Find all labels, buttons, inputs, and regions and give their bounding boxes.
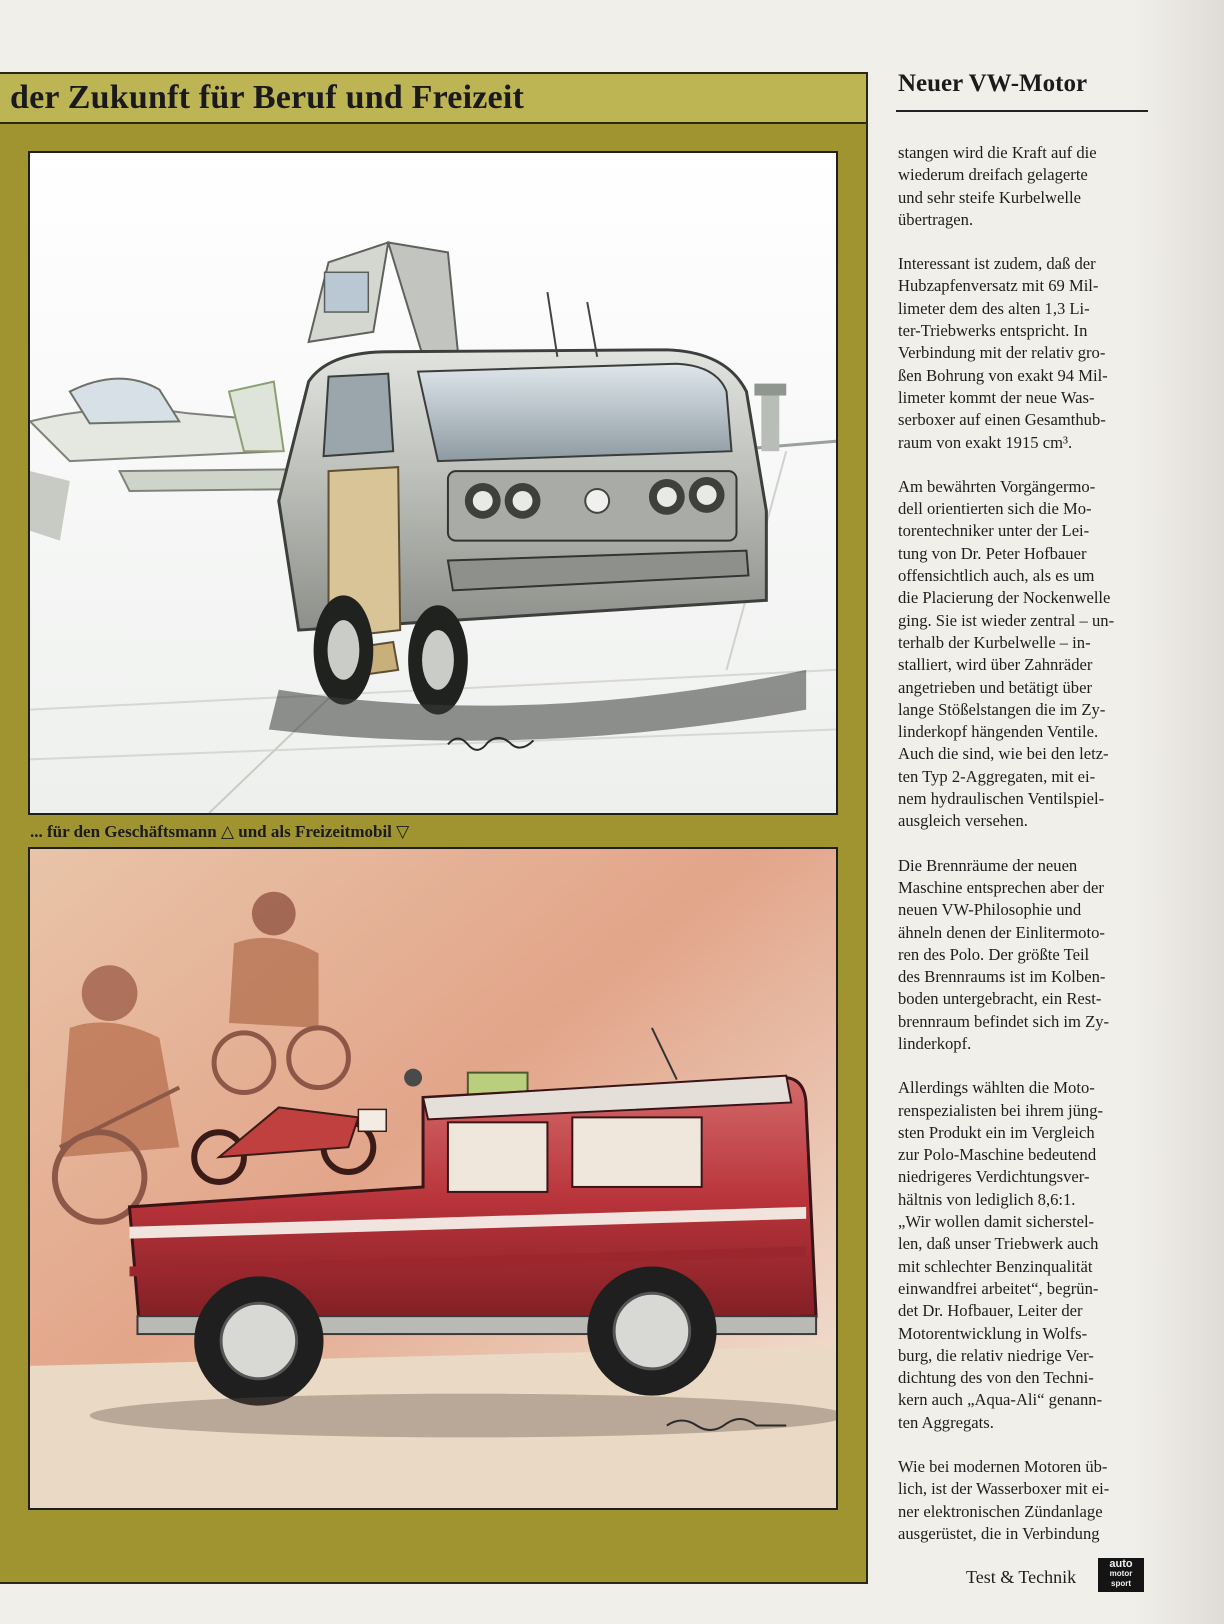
magazine-logo (1098, 1558, 1144, 1592)
paragraph-2: Interessant ist zudem, daß der Hubzapfenversatz mit 69 Mil- limeter dem des alten 1,3 Li- ter-Triebwerks entspricht. In Verbindung mit der relativ gro- ßen Bohrung von exakt 94 Mil- limeter kommt der neue Was- serboxer auf einen Gesamthub- raum von exakt 1915 cm³. (898, 254, 1108, 452)
leisure-pickup-drawing (30, 849, 836, 1508)
business-van-drawing (30, 153, 836, 813)
logo-line-1: auto (1109, 1558, 1133, 1570)
paragraph-1: stangen wird die Kraft auf die wiederum dreifach gelagerte und sehr steife Kurbelwelle übertragen. (898, 143, 1097, 229)
paragraph-3: Am bewährten Vorgängermo- dell orientierten sich die Mo- torentechniker unter der Lei- tung von Dr. Peter Hofbauer offensichtlich auch, als es um die Placierung der Nockenwelle ging. Sie ist wieder zentral – un- terhalb der Kurbelwelle – in- stalliert, wird über Zahnräder angetrieben und betätigt über lange Stößelstangen die im Zy- linderkopf hängenden Ventile. Auch die sind, wie bei den letz- ten Typ 2-Aggregaten, mit ei- nem hydraulischen Ventilspiel- ausgleich versehen. (898, 476, 1115, 831)
article-headline: der Zukunft für Beruf und Freizeit (10, 79, 524, 116)
logo-line-2: motor (1109, 1569, 1133, 1578)
column-title-rule (896, 110, 1148, 112)
section-label: Test & Technik (966, 1567, 1077, 1587)
image-caption: ... für den Geschäftsmann △ und als Freizeitmobil ▽ (30, 822, 410, 841)
paragraph-5: Allerdings wählten die Moto- renspezialisten bei ihrem jüng- sten Produkt ein im Vergleich zur Polo-Maschine bedeutend niedrigeres Verdichtungsver- hältnis von lediglich 8,6:1. „Wir wollen damit sicherstel- len, daß unser Triebwerk auch mit schlechter Benzinqualität einwandfrei arbeitet“, begrün- det Dr. Hofbauer, Leiter der Motorentwicklung in Wolfs- burg, die relativ niedrige Ver- dichtung des von den Techni- kern auch „Aqua-Ali“ genann- ten Aggregats. (898, 1078, 1104, 1432)
column-title: Neuer VW-Motor (898, 70, 1088, 97)
paragraph-6: Wie bei modernen Motoren üb- lich, ist der Wasserboxer mit ei- ner elektronischen Zündanlage ausgerüstet, die in Verbindung (898, 1457, 1110, 1543)
article-column (898, 142, 1148, 1545)
logo-line-3: sport (1111, 1579, 1131, 1588)
paragraph-4: Die Brennräume der neuen Maschine entsprechen aber der neuen VW-Philosophie und ähneln denen der Einlitermoto- ren des Polo. Der größte Teil des Brennraums ist im Kolben- boden untergebracht, ein Rest- brennraum befindet sich im Zy- linderkopf. (898, 855, 1110, 1053)
illustration-leisure-pickup (28, 847, 838, 1510)
illustration-business-van (28, 151, 838, 815)
